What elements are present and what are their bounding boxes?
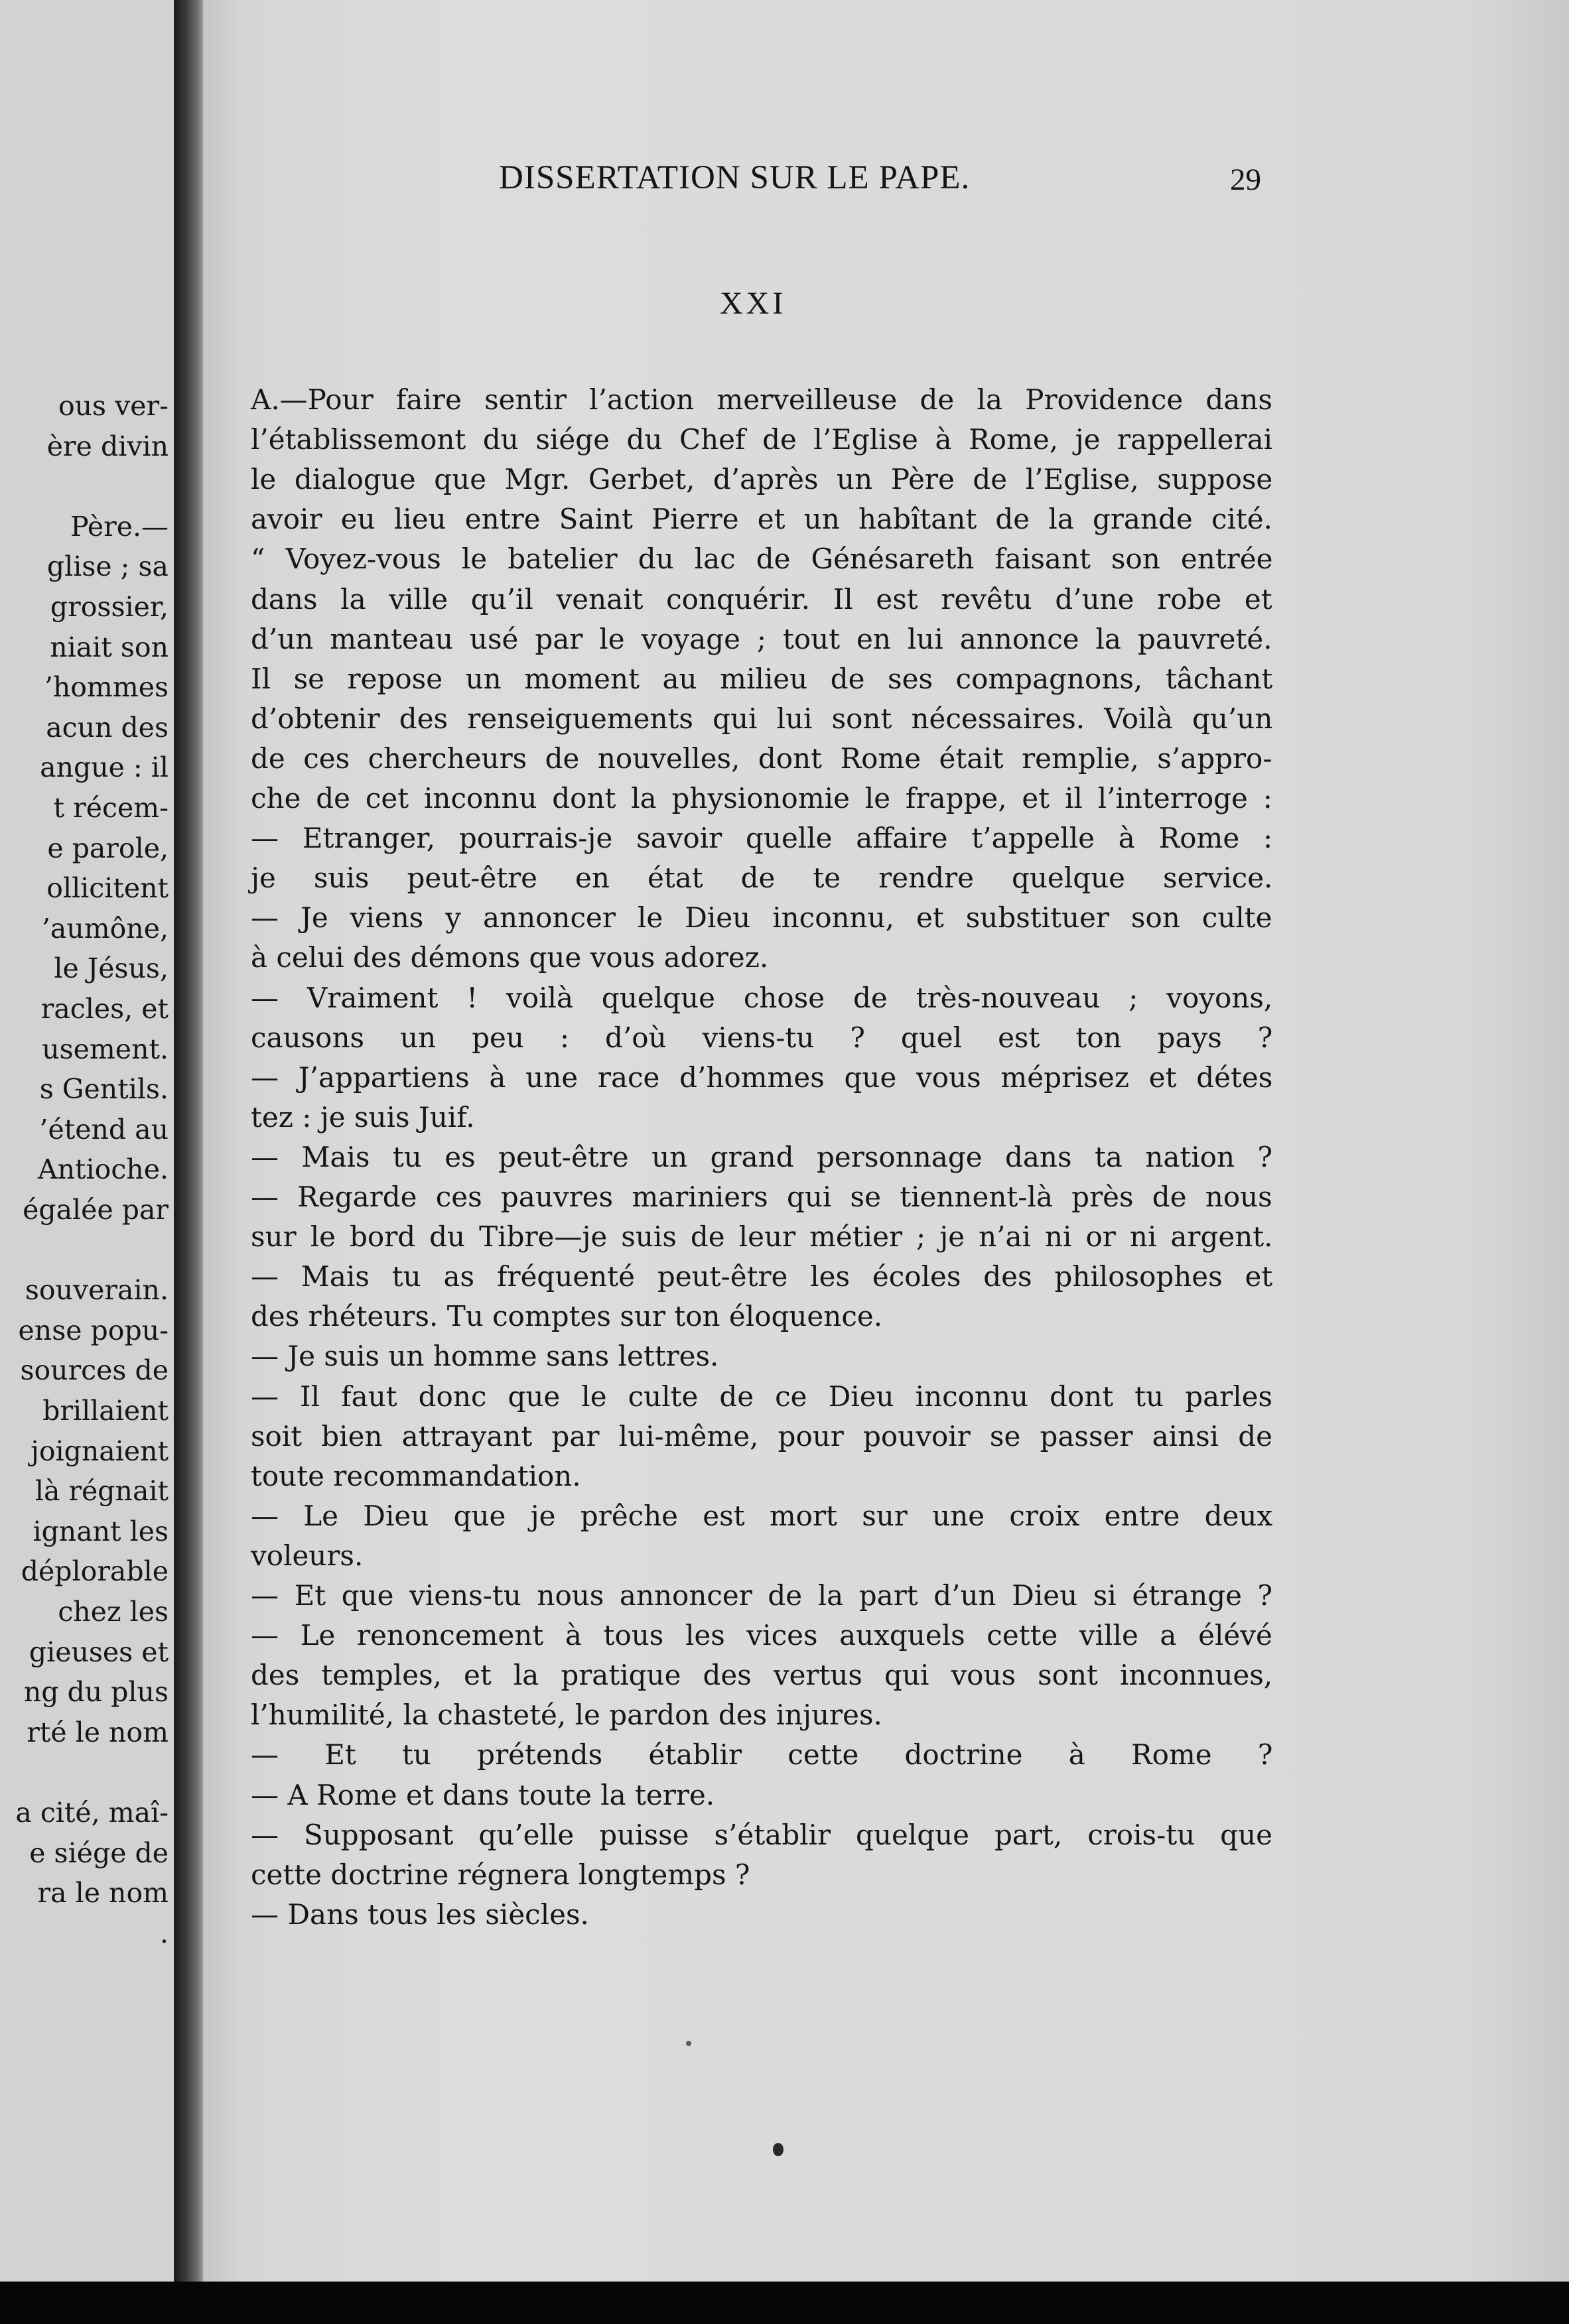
text-line: avoir eu lieu entre Saint Pierre et un habîtant de la grande cité. <box>251 503 1272 535</box>
text-line: je suis peut-être en état de te rendre quelque service. <box>251 862 1273 894</box>
left-page-line: ense popu- <box>18 1315 169 1346</box>
text-line: l’humilité, la chasteté, le pardon des injures. <box>251 1699 882 1731</box>
left-page-line: e parole, <box>47 832 169 864</box>
text-line: — A Rome et dans toute la terre. <box>251 1779 715 1811</box>
left-page-line: là régnait <box>34 1475 169 1507</box>
left-page-line: ’étend au <box>39 1114 169 1145</box>
text-line: Il se repose un moment au milieu de ses compagnons, tâchant <box>251 663 1273 695</box>
text-line: — Je suis un homme sans lettres. <box>251 1340 719 1372</box>
text-line: — Je viens y annoncer le Dieu inconnu, et substituer son culte <box>251 901 1272 934</box>
text-line: A.—Pour faire sentir l’action merveilleuse de la Providence dans <box>251 383 1272 416</box>
text-line: — Le Dieu que je prêche est mort sur une croix entre deux <box>251 1500 1273 1532</box>
text-line: sur le bord du Tibre—je suis de leur métier ; je n’ai ni or ni argent. <box>251 1220 1273 1253</box>
left-page-line: racles, et <box>40 993 169 1025</box>
text-line: voleurs. <box>251 1539 364 1572</box>
left-page-line: sources de <box>20 1354 169 1386</box>
left-page-line: ignant les <box>33 1516 169 1547</box>
text-line: à celui des démons que vous adorez. <box>251 941 769 974</box>
text-line: — Et tu prétends établir cette doctrine à Rome ? <box>251 1738 1273 1771</box>
left-page-line: glise ; sa <box>46 550 169 582</box>
text-line: — Et que viens-tu nous annoncer de la part d’un Dieu si étrange ? <box>251 1579 1273 1612</box>
book-gutter <box>174 0 203 2324</box>
left-page-line: ollicitent <box>46 872 169 904</box>
left-page-line: égalée par <box>23 1194 169 1226</box>
text-line: l’établissemont du siége du Chef de l’Eglise à Rome, je rappellerai <box>251 423 1273 456</box>
text-line: — Mais tu as fréquenté peut-être les écoles des philosophes et <box>251 1260 1273 1293</box>
left-page-line: grossier, <box>50 591 169 623</box>
text-line: d’un manteau usé par le voyage ; tout en lui annonce la pauvreté. <box>251 623 1272 655</box>
left-page-line: le Jésus, <box>54 952 169 984</box>
left-page-line: s Gentils. <box>39 1073 169 1105</box>
left-page-line: . <box>159 1917 169 1949</box>
text-line: — Il faut donc que le culte de ce Dieu inconnu dont tu parles <box>251 1380 1273 1413</box>
left-page-line: niait son <box>50 631 169 663</box>
text-line: toute recommandation. <box>251 1460 581 1492</box>
text-line: — Etranger, pourrais-je savoir quelle affaire t’appelle à Rome : <box>251 822 1273 854</box>
text-line: de ces chercheurs de nouvelles, dont Rome était remplie, s’appro- <box>251 742 1272 775</box>
text-line: — Regarde ces pauvres mariniers qui se tiennent-là près de nous <box>251 1181 1272 1213</box>
left-page-line: Antioche. <box>38 1153 169 1185</box>
left-page-fragment <box>0 0 174 2282</box>
text-line: tez : je suis Juif. <box>251 1101 475 1133</box>
left-page-line: Père.— <box>70 511 169 543</box>
left-page-line: angue : il <box>40 751 169 783</box>
left-page-line: déplorable <box>21 1555 169 1587</box>
text-line: — Vraiment ! voilà quelque chose de très-nouveau ; voyons, <box>251 982 1273 1014</box>
left-page-line: brillaient <box>42 1395 169 1427</box>
left-page-line: acun des <box>46 712 169 743</box>
left-page-line: ra le nom <box>37 1877 169 1909</box>
text-line: che de cet inconnu dont la physionomie le frappe, et il l’interroge : <box>251 782 1272 814</box>
left-page-line: ère divin <box>46 430 169 462</box>
text-line: — Supposant qu’elle puisse s’établir quelque part, crois-tu que <box>251 1819 1272 1851</box>
text-line: des temples, et la pratique des vertus qui vous sont inconnues, <box>251 1659 1273 1691</box>
left-page-line: ’hommes <box>44 671 169 703</box>
left-page-line: ’aumône, <box>41 913 169 944</box>
text-line: dans la ville qu’il venait conquérir. Il est revêtu d’une robe et <box>251 583 1272 615</box>
ink-speck <box>686 2041 691 2046</box>
left-page-line: chez les <box>58 1596 169 1628</box>
text-line: soit bien attrayant par lui-même, pour pouvoir se passer ainsi de <box>251 1420 1272 1452</box>
running-header-title: DISSERTATION SUR LE PAPE. <box>499 159 971 196</box>
left-page-line: souverain. <box>25 1274 169 1306</box>
text-line: — Mais tu es peut-être un grand personnage dans ta nation ? <box>251 1141 1273 1173</box>
text-line: — Dans tous les siècles. <box>251 1898 589 1931</box>
left-page-line: a cité, maî- <box>15 1797 169 1829</box>
left-page-line: e siége de <box>29 1837 169 1869</box>
text-line: — J’appartiens à une race d’hommes que vous méprisez et détes <box>251 1061 1273 1094</box>
text-line: — Le renoncement à tous les vices auxquels cette ville a élévé <box>251 1619 1272 1651</box>
text-line: “ Voyez-vous le batelier du lac de Génésareth faisant son entrée <box>251 543 1273 575</box>
left-page-line: ous ver- <box>58 390 169 422</box>
left-page-line: t récem- <box>53 792 169 824</box>
left-page-line: usement. <box>42 1033 169 1065</box>
left-page-line: gieuses et <box>29 1636 169 1668</box>
text-line: des rhéteurs. Tu comptes sur ton éloquence. <box>251 1300 883 1332</box>
section-heading: XXI <box>720 286 787 321</box>
scan-bottom-border <box>0 2282 1569 2324</box>
text-line: causons un peu : d’où viens-tu ? quel est ton pays ? <box>251 1021 1273 1054</box>
text-line: cette doctrine régnera longtemps ? <box>251 1858 750 1891</box>
left-page-line: ng du plus <box>23 1676 169 1708</box>
ink-speck <box>773 2143 784 2156</box>
left-page-line: joignaient <box>31 1435 169 1467</box>
text-line: le dialogue que Mgr. Gerbet, d’après un Père de l’Eglise, suppose <box>251 463 1273 495</box>
text-line: d’obtenir des renseiguements qui lui sont nécessaires. Voilà qu’un <box>251 702 1273 735</box>
page-number: 29 <box>1230 162 1261 197</box>
left-page-line: rté le nom <box>27 1716 169 1748</box>
